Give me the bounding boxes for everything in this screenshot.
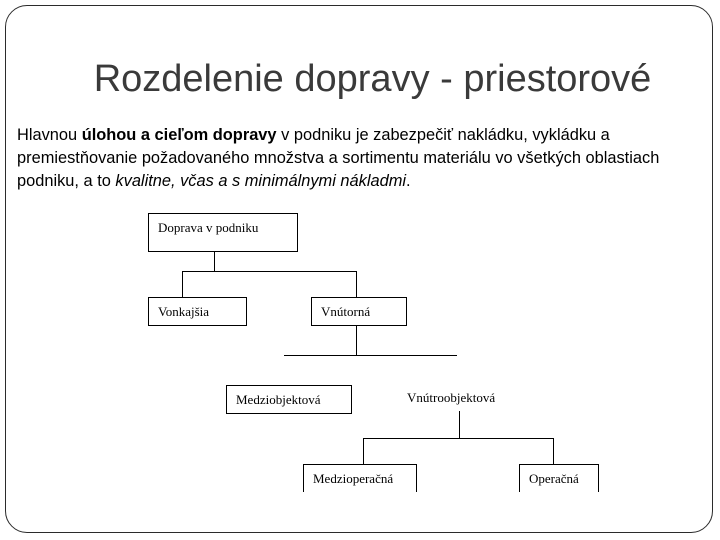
diagram-crop-mask	[290, 492, 620, 522]
connector-level3-bar	[363, 438, 553, 439]
connector-level1-bar	[182, 271, 357, 272]
node-doprava-v-podniku: Doprava v podniku	[148, 213, 298, 252]
paragraph-part-1: Hlavnou	[17, 126, 82, 144]
connector-level2-bar	[284, 355, 457, 356]
node-medzioperacna: Medzioperačná	[303, 464, 417, 504]
connector-to-vnutorna	[356, 271, 357, 297]
node-medziobjektova: Medziobjektová	[226, 385, 352, 414]
paragraph-part-3: v podniku je zabezpečiť nakládku, vykládku a premiestňovanie požadovaného množstva a sortimentu materiálu vo všetkých oblastiach podniku, a to	[17, 126, 660, 190]
slide-title: Rozdelenie dopravy - priestorové	[93, 58, 652, 100]
paragraph-part-5: .	[406, 172, 411, 190]
node-vnutroobjektova: Vnútroobjektová	[398, 384, 522, 411]
connector-to-vonkajsia	[182, 271, 183, 297]
connector-to-operacna	[553, 438, 554, 464]
node-vnutorna: Vnútorná	[311, 297, 407, 326]
connector-root-down	[214, 252, 215, 271]
body-paragraph	[17, 124, 707, 193]
paragraph-italic: kvalitne, včas a s minimálnymi nákladmi	[115, 172, 406, 190]
connector-vnutroobjektova-down	[459, 411, 460, 438]
node-vonkajsia: Vonkajšia	[148, 297, 247, 326]
connector-to-medzioperacna	[363, 438, 364, 464]
connector-vnutorna-down	[356, 326, 357, 356]
node-operacna: Operačná	[519, 464, 599, 504]
paragraph-bold: úlohou a cieľom dopravy	[81, 126, 277, 144]
